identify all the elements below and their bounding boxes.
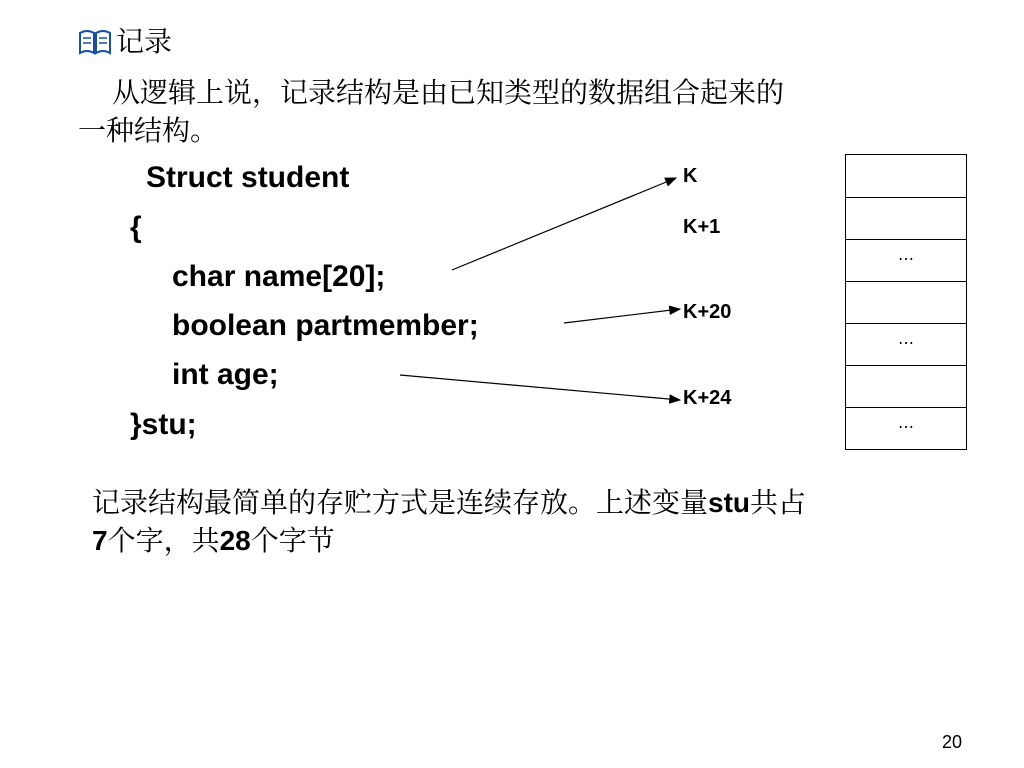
arrow-name-to-k bbox=[452, 178, 676, 270]
code-line-age: int age; bbox=[172, 358, 279, 391]
summary-line-2 bbox=[92, 520, 335, 562]
code-line-close: }stu; bbox=[130, 408, 197, 441]
memory-cell bbox=[846, 366, 966, 408]
summary-text-3: 个字，共 bbox=[107, 524, 220, 557]
summary-text-4: 个字节 bbox=[250, 524, 335, 557]
summary-var-stu: stu bbox=[708, 487, 751, 518]
summary-text-1: 记录结构最简单的存贮方式是连续存放。上述变量 bbox=[92, 486, 709, 519]
code-line-partmember: boolean partmember; bbox=[172, 309, 479, 342]
address-label-k1: K+1 bbox=[683, 216, 721, 238]
memory-layout bbox=[845, 154, 967, 450]
memory-cell: … bbox=[846, 324, 966, 366]
summary-byte-count: 28 bbox=[219, 525, 251, 556]
address-label-k24: K+24 bbox=[683, 387, 732, 409]
address-label-k20: K+20 bbox=[683, 301, 732, 323]
intro-line-1: 从逻辑上说，记录结构是由已知类型的数据组合起来的 bbox=[112, 76, 785, 109]
arrow-age-to-k24 bbox=[400, 375, 680, 400]
code-line-struct: Struct student bbox=[146, 161, 350, 194]
summary-line-1 bbox=[92, 482, 972, 524]
page-number: 20 bbox=[941, 732, 962, 752]
arrow-partmember-to-k20 bbox=[564, 309, 680, 323]
heading-text: 记录 bbox=[116, 25, 173, 58]
memory-cell bbox=[846, 282, 966, 324]
memory-cell: … bbox=[846, 240, 966, 282]
intro-line-2: 一种结构。 bbox=[78, 114, 219, 147]
memory-cell: … bbox=[846, 408, 966, 450]
memory-cell bbox=[846, 198, 966, 240]
memory-cell bbox=[846, 155, 966, 198]
code-line-open-brace: { bbox=[130, 211, 142, 244]
summary-word-count: 7 bbox=[92, 525, 108, 556]
code-line-name: char name[20]; bbox=[172, 260, 386, 293]
summary-text-2: 共占 bbox=[750, 486, 807, 519]
address-label-k: K bbox=[683, 165, 698, 187]
